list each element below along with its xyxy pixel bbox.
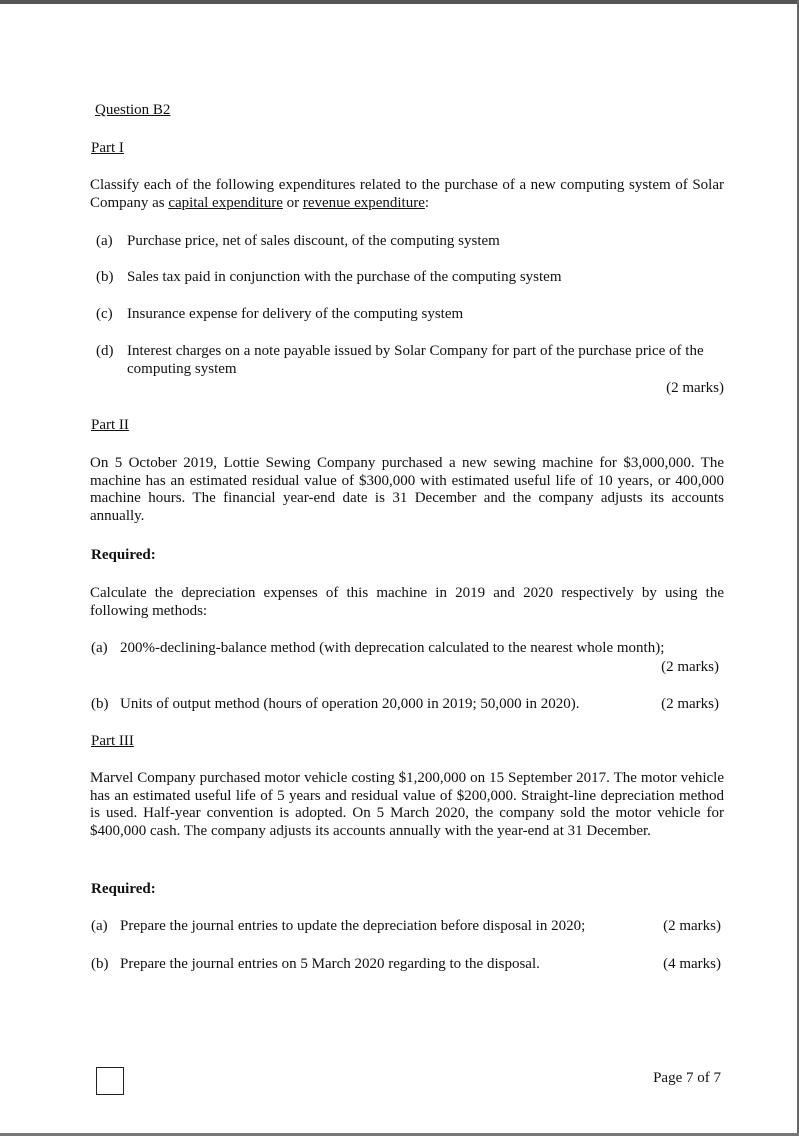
part1-item-b-text: Sales tax paid in conjunction with the purchase of the computing system xyxy=(127,269,562,285)
part2-item-a-text: 200%-declining-balance method (with deprecation calculated to the nearest whole month); xyxy=(120,640,665,656)
part1-item-c-label: (c) xyxy=(96,306,113,322)
part2-item-b-marks: (2 marks) xyxy=(661,696,719,712)
part2-required: Required: xyxy=(91,547,156,563)
part2-instruction: Calculate the depreciation expenses of this machine in 2019 and 2020 respectively by using the following methods: xyxy=(90,585,724,619)
part3-item-a-marks: (2 marks) xyxy=(663,918,721,934)
part1-item-b-label: (b) xyxy=(96,269,114,285)
revenue-expenditure-term: revenue expenditure xyxy=(302,194,425,211)
part1-intro-prefix: Classify each of the following expenditures related to the purchase of a new computing system of Solar Company as xyxy=(90,177,724,211)
part1-item-d-text: Interest charges on a note payable issued by Solar Company for part of the purchase price of the computing system xyxy=(127,343,704,377)
part1-intro xyxy=(90,177,724,212)
part1-item-d-label: (d) xyxy=(96,343,114,359)
part3-item-b-label: (b) xyxy=(91,956,109,972)
part3-item-a-text: Prepare the journal entries to update the depreciation before disposal in 2020; xyxy=(120,918,586,934)
part2-item-b-label: (b) xyxy=(91,696,109,712)
part2-item-b-text: Units of output method (hours of operation 20,000 in 2019; 50,000 in 2020). xyxy=(120,696,580,712)
part1-intro-suffix: : xyxy=(424,194,430,211)
part2-item-a-label: (a) xyxy=(91,640,108,656)
part1-item-a-label: (a) xyxy=(96,233,113,249)
part3-paragraph: Marvel Company purchased motor vehicle costing $1,200,000 on 15 September 2017. The motor vehicle has an estimated useful life of 5 years and residual value of $200,000. Straight-line depreciation method is used. Half-year convention is adopted. On 5 March 2020, the company sold the motor vehicle for $400,000 cash. The company adjusts its accounts annually with the year-end at 31 December. xyxy=(90,770,724,839)
page-top-border xyxy=(0,0,799,4)
answer-checkbox[interactable] xyxy=(96,1067,124,1095)
part1-item-a-text: Purchase price, net of sales discount, of the computing system xyxy=(127,233,500,249)
question-title: Question B2 xyxy=(95,102,171,118)
part2-heading: Part II xyxy=(91,417,129,433)
part3-item-a-label: (a) xyxy=(91,918,108,934)
page-number: Page 7 of 7 xyxy=(653,1070,721,1086)
part1-intro-or: or xyxy=(282,194,303,211)
part3-item-b-text: Prepare the journal entries on 5 March 2020 regarding to the disposal. xyxy=(120,956,540,972)
part3-item-b-marks: (4 marks) xyxy=(663,956,721,972)
part3-heading: Part III xyxy=(91,733,134,749)
part3-required: Required: xyxy=(91,881,156,897)
part1-heading: Part I xyxy=(91,140,124,156)
part2-item-a-marks: (2 marks) xyxy=(661,659,719,675)
capital-expenditure-term: capital expenditure xyxy=(168,194,283,211)
part1-marks: (2 marks) xyxy=(666,380,724,396)
part2-paragraph: On 5 October 2019, Lottie Sewing Company purchased a new sewing machine for $3,000,000. The machine has an estimated residual value of $300,000 with estimated useful life of 10 years, or 400,000 machine hours. The financial year-end date is 31 December and the company adjusts its accounts annually. xyxy=(90,455,724,524)
part1-item-c-text: Insurance expense for delivery of the computing system xyxy=(127,306,464,322)
